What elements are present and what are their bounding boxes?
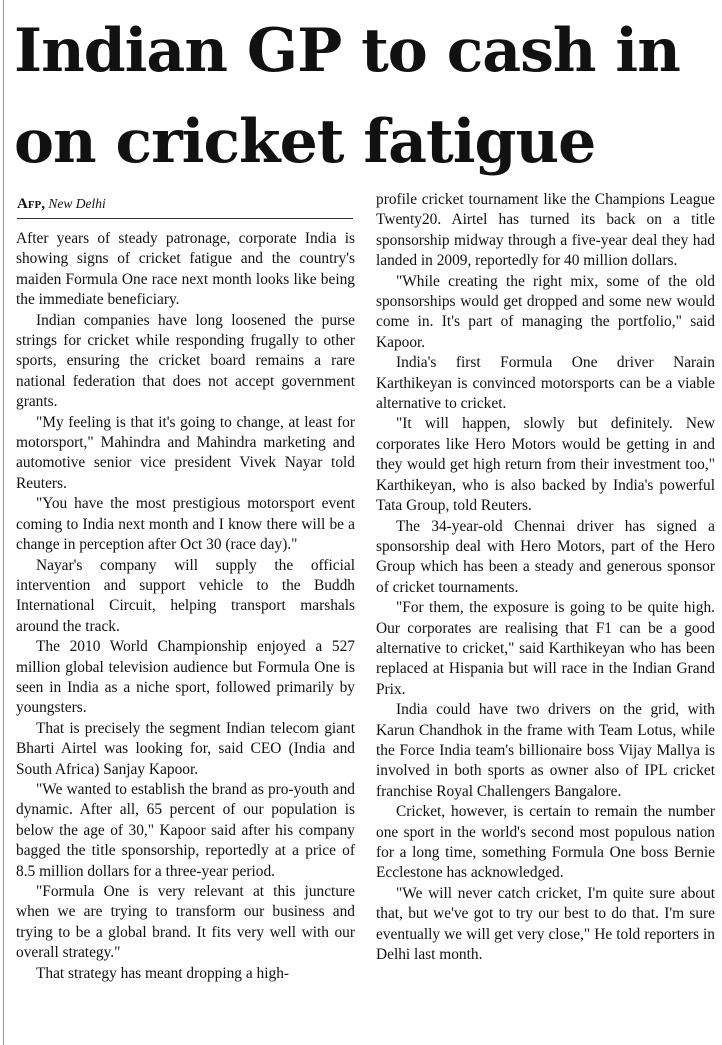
paragraph: That is precisely the segment Indian telecom giant Bharti Airtel was looking for, said CEO (India and South Africa) Sanjay Kapoor. (16, 719, 355, 778)
paragraph: After years of steady patronage, corporate India is showing signs of cricket fatigue and the country's maiden Formula One race next month looks like being the immediate beneficiary. (16, 230, 355, 309)
paragraph: "While creating the right mix, some of the old sponsorships would get dropped and some new would come in. It's part of managing the portfolio," said Kapoor. (376, 272, 715, 351)
byline-agency: Afp, (17, 196, 46, 212)
paragraph: Nayar's company will supply the official intervention and support vehicle to the Buddh International Circuit, helping transport marshals around the track. (16, 556, 355, 635)
headline-line-1: Indian GP to cash in (14, 16, 680, 86)
article-column-2 (376, 190, 715, 965)
byline (17, 194, 353, 214)
paragraph: The 2010 World Championship enjoyed a 527 million global television audience but Formula One is seen in India as a niche sport, followed primarily by youngsters. (16, 638, 355, 717)
paragraph: "For them, the exposure is going to be quite high. Our corporates are realising that F1 can be a good alternative to cricket," said Karthikeyan who has been replaced at Hispania but will race in the Indian Grand Prix. (376, 599, 715, 698)
paragraph: India's first Formula One driver Narain Karthikeyan is convinced motorsports can be a viable alternative to cricket. (376, 354, 715, 413)
paragraph: "Formula One is very relevant at this juncture when we are trying to transform our business and trying to be a global brand. It fits very well with our overall strategy." (16, 883, 355, 962)
paragraph: That strategy has meant dropping a high- (36, 964, 290, 982)
paragraph: "You have the most prestigious motorsport event coming to India next month and I know there will be a change in perception after Oct 30 (race day)." (16, 495, 355, 554)
paragraph: India could have two drivers on the grid, with Karun Chandhok in the frame with Team Lotus, while the Force India team's billionaire boss Vijay Mallya is involved in both sports as owner also of IPL cricket franchise Royal Challengers Bangalore. (376, 701, 715, 800)
paragraph: "My feeling is that it's going to change, at least for motorsport," Mahindra and Mahindra marketing and automotive senior vice president Vivek Nayar told Reuters. (16, 413, 355, 492)
paragraph: The 34-year-old Chennai driver has signed a sponsorship deal with Hero Motors, part of the Hero Group which has been a steady and generous sponsor of cricket tournaments. (376, 517, 715, 596)
article-column-1 (16, 229, 355, 984)
paragraph: profile cricket tournament like the Champions League Twenty20. Airtel has turned its back on a title sponsorship midway through a five-year deal they had landed in 2009, reportedly for 40 million dollars. (376, 191, 715, 270)
byline-place: New Delhi (48, 196, 106, 211)
paragraph: "We will never catch cricket, I'm quite sure about that, but we've got to try our best to do that. I'm sure eventually we will get very close," He told reporters in Delhi last month. (376, 884, 715, 964)
paragraph: "It will happen, slowly but definitely. New corporates like Hero Motors would be getting in and they would get high return from their investment too," Karthikeyan, who is also backed by India's powerful Tata Group, told Reuters. (376, 415, 715, 515)
paragraph: "We wanted to establish the brand as pro-youth and dynamic. After all, 65 percent of our population is below the age of 30," Kapoor said after his company bagged the title sponsorship, reportedly at a price of 8.5 million dollars for a three-year period. (16, 780, 355, 880)
left-column-rule (3, 0, 4, 1045)
headline-line-2: on cricket fatigue (14, 107, 596, 177)
headline (14, 6, 714, 188)
paragraph: Indian companies have long loosened the purse strings for cricket while responding frugally to other sports, ensuring the cricket board remains a rare national federation that does not accept government grants. (16, 311, 355, 411)
byline-divider (17, 218, 353, 219)
paragraph: Cricket, however, is certain to remain the number one sport in the world's second most populous nation for a long time, something Formula One boss Bernie Ecclestone has acknowledged. (376, 803, 715, 882)
